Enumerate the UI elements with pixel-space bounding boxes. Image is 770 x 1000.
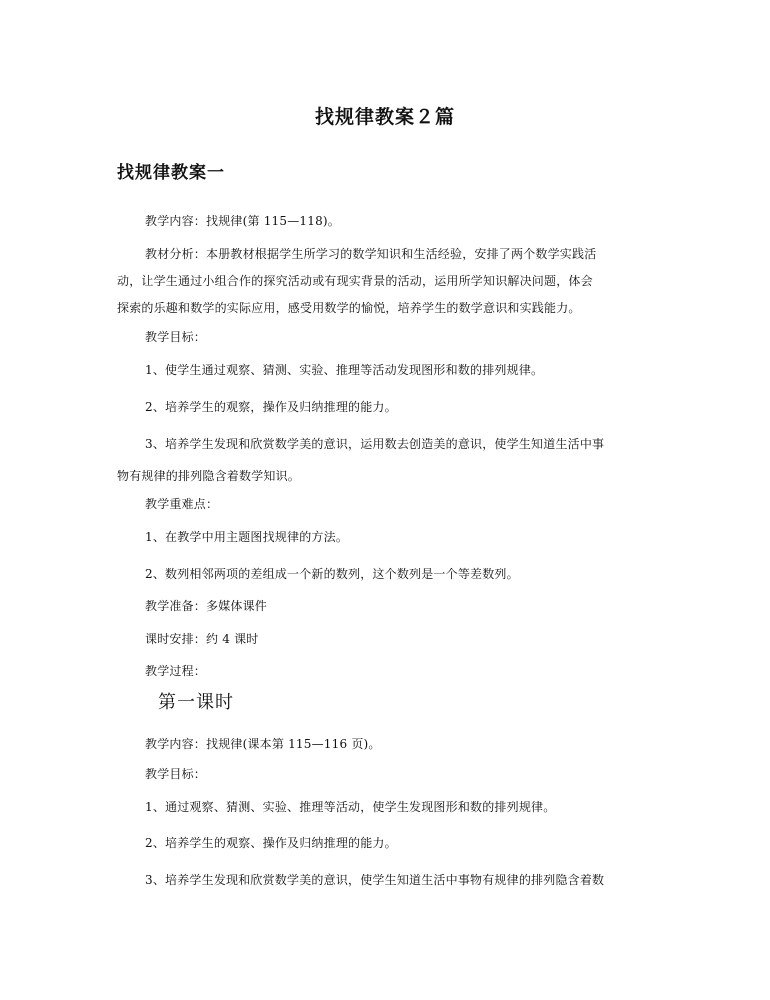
paragraph-line: 教学过程：: [145, 664, 207, 678]
list-item: 1、使学生通过观察、猜测、实验、推理等活动发现图形和数的排列规律。: [145, 363, 544, 377]
paragraph-line: 物有规律的排列隐含着数学知识。: [117, 469, 301, 483]
paragraph-line: 教学内容：找规律(第 115—118)。: [145, 214, 340, 228]
list-item: 2、培养学生的观察，操作及归纳推理的能力。: [145, 400, 397, 414]
lesson-title: 第一课时: [158, 692, 234, 713]
paragraph-line: 探索的乐趣和数学的实际应用，感受用数学的愉悦，培养学生的数学意识和实践能力。: [117, 301, 581, 315]
section-title: 找规律教案一: [117, 163, 225, 183]
paragraph-line: 教材分析：本册教材根据学生所学习的数学知识和生活经验，安排了两个数学实践活: [145, 247, 597, 261]
paragraph-line: 教学目标：: [145, 330, 207, 344]
paragraph-line: 教学内容：找规律(课本第 115—116 页)。: [145, 737, 381, 751]
paragraph-line: 教学准备：多媒体课件: [145, 599, 268, 613]
list-item: 2、培养学生的观察、操作及归纳推理的能力。: [145, 836, 397, 850]
list-item: 3、培养学生发现和欣赏数学美的意识，运用数去创造美的意识，使学生知道生活中事: [145, 437, 605, 451]
list-item: 1、在教学中用主题图找规律的方法。: [145, 530, 349, 544]
document-title: 找规律教案２篇: [314, 106, 455, 128]
paragraph-line: 动，让学生通过小组合作的探究活动或有现实背景的活动，运用所学知识解决问题，体会: [117, 274, 593, 288]
paragraph-line: 教学重难点：: [145, 497, 219, 511]
list-item: 1、通过观察、猜测、实验、推理等活动，使学生发现图形和数的排列规律。: [145, 800, 556, 814]
paragraph-line: 课时安排：约 4 课时: [145, 632, 259, 646]
paragraph-line: 教学目标：: [145, 767, 207, 781]
list-item: 2、数列相邻两项的差组成一个新的数列，这个数列是一个等差数列。: [145, 567, 519, 581]
list-item: 3、培养学生发现和欣赏数学美的意识，使学生知道生活中事物有规律的排列隐含着数: [145, 873, 605, 887]
